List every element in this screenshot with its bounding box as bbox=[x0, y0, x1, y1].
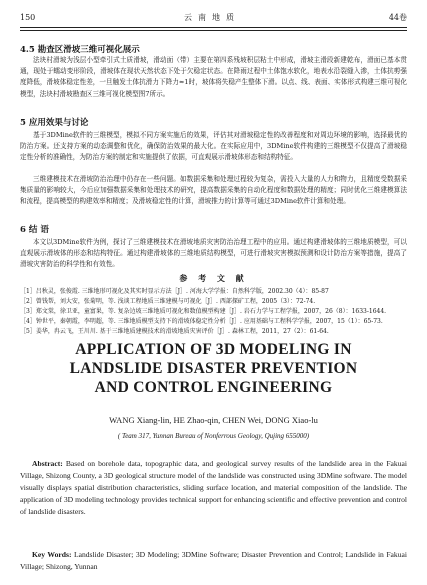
reference-item: ［2］曾钱帮，刘大安，张菊明，等. 浅谈工程地质三维建模与可视化［J］. 西部探矿工程，2005（3）：72-74. bbox=[20, 298, 316, 305]
english-title bbox=[20, 340, 407, 397]
keywords-text: Landslide Disaster; 3D Modeling; 3DMine Software; Disaster Prevention and Control; Landslide in Fakuai Village; Shizong, Yunnan bbox=[20, 550, 407, 571]
section-6-paragraph: 本文以3DMine软件为例，探讨了三维建模技术在滑坡地质灾害防治治理工程中的应用。通过构建滑坡体的三维地质模型，可以直观展示滑坡体的形态和结构特征。通过构建滑坡体的三维地质结构模型，可进行滑坡灾害模拟预测和设计防治方案等措施，提高了滑坡灾害防治的科学性和有效性。 bbox=[20, 238, 407, 269]
keywords-label: Key Words: bbox=[32, 550, 72, 559]
section-5-paragraph-1: 基于3DMine软件的三维模型，模拟不同方案实施后的效果，评估其对滑坡稳定性的改善程度和对周边环境的影响，选择最优的防治方案。还支持方案的动态调整和优化，确保防治效果的最大化。在实际应用中，3DMine软件构建的三维模型不仅提高了滑坡稳定性分析的准确性，为防治方案的制定和实施提供了依据，可直观展示滑坡体形态和结构特征。 bbox=[20, 131, 407, 162]
abstract-text: Based on borehole data, topographic data, and geological survey results of the landslide area in the Fakuai Village, Shizong County, a 3D geological structure model of the landslide was constructed using 3DMine software. The model visually displays spatial distribution characteristics, sliding surface location, and material composition of the landslide. The application of 3D modeling technology provides technical support for enhancing scientific and effective prevention and control of landslide disasters. bbox=[20, 459, 407, 516]
english-title-line: AND CONTROL ENGINEERING bbox=[94, 379, 333, 396]
page-number: 150 bbox=[20, 12, 36, 22]
references-title: 参 考 文 献 bbox=[179, 273, 248, 283]
english-abstract bbox=[20, 458, 407, 518]
english-keywords bbox=[20, 549, 407, 573]
author-affiliation: ( Team 317, Yunnan Bureau of Nonferrous Geology, Qujing 655000) bbox=[117, 432, 310, 440]
section-4-5-heading: 4.5 勘查区滑坡三维可视化展示 bbox=[20, 45, 140, 55]
abstract-label: Abstract: bbox=[32, 459, 63, 468]
reference-item: ［3］郑文棠，徐卫亚，童富果，等. 复杂边坡三维地质可视化和数值模型构建［J］. 岩石力学与工程学报，2007，26（8）：1633-1644. bbox=[20, 308, 387, 315]
author-list: WANG Xiang-lin, HE Zhao-qin, CHEN Wei, DONG Xiao-lu bbox=[109, 415, 318, 425]
section-6-heading: 6 结 语 bbox=[20, 225, 49, 235]
section-5-heading: 5 应用效果与讨论 bbox=[20, 118, 89, 128]
reference-item: ［5］姜华，冉云飞，王川川. 基于三维地质建模技术的滑坡地质灾害评价［J］. 森林工程，2011，27（2）：61-64. bbox=[20, 328, 329, 335]
header-rule bbox=[20, 27, 407, 28]
section-5-paragraph-2: 三维建模技术在滑坡防治治理中仍存在一些问题。如数据采集和处理过程较为复杂，需投入大量的人力和物力，且精度受数据采集质量的影响较大，今后应加强数据采集和处理技术的研究，提高数据采集的自动化程度和数据处理的精度；同时优化三维建模算法和流程，提高模型的构建效率和精度；及滑坡稳定性的计算，滑坡推力的计算等可通过3DMine软件计算和处理。 bbox=[20, 175, 407, 206]
english-title-line: LANDSLIDE DISASTER PREVENTION bbox=[69, 360, 358, 377]
reference-list bbox=[20, 287, 407, 337]
running-header bbox=[20, 10, 407, 24]
reference-item: ［4］钟世平，秦朝霞，李明超，等. 三维地质模型支持下的滑坡体稳定性分析［J］. 应用基础与工程科学学报，2007，15（1）：65-73. bbox=[20, 318, 383, 325]
volume-label: 44卷 bbox=[388, 12, 407, 22]
header-rule-thin bbox=[20, 30, 407, 31]
reference-item: ［1］吕秋灵，张俊霞. 三维地形可视化及其实时显示方法［J］. 河海大学学报：自然科学版，2002.30（4）：85-87 bbox=[20, 288, 329, 295]
section-4-5-text: 法块村滑坡为浅层小型牵引式土质滑坡，滑动面（带）主要在第四系残坡积层粘土中形成，滑坡主滑段新建乾布，滑面已基本贯通，现处于蠕动变形阶段，滑坡体在现状天然状态下处于欠稳定状态。在降雨过程中土体饱水软化，地表水沿裂缝入渗，土体抗剪强度降低，滑坡体稳定性差，一旦触发土体抗滑力下降力≈1时，坡体将失稳产生整体下滑。以点、线、表面、实体形式构建三维可视化模型，法块村滑坡勘查区三维可视化模型图7所示。 bbox=[20, 56, 407, 98]
journal-name: 云南地质 bbox=[184, 12, 241, 22]
english-title-line: APPLICATION OF 3D MODELING IN bbox=[75, 341, 352, 358]
